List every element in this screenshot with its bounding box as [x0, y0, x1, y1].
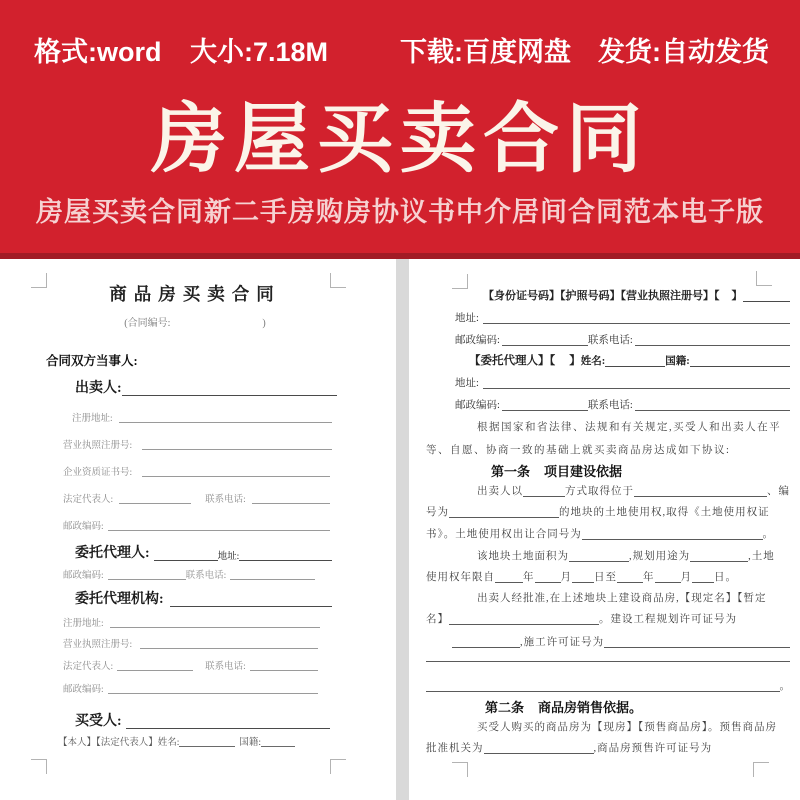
page-corner-mark: [330, 759, 346, 774]
blank-fill-line: [483, 385, 790, 389]
contract-text: 的地块的土地使用权,取得《土地使用权证: [559, 507, 770, 518]
contract-line: [72, 410, 332, 424]
blank-fill-line: [452, 644, 520, 648]
blank-fill-line: [502, 407, 588, 411]
contract-line: [426, 569, 790, 584]
contract-text: 出卖人以: [477, 486, 523, 497]
contract-line: [477, 548, 790, 563]
blank-fill-line: [250, 667, 318, 671]
blank-fill-line: [635, 407, 790, 411]
contract-line: [40, 281, 350, 306]
delivery-label: 发货:自动发货: [598, 37, 769, 67]
contract-text: 。: [779, 681, 790, 692]
contract-text: 号为: [426, 507, 449, 518]
contract-text: 等、自愿、协商一致的基础上就买卖商品房达成如下协议:: [426, 445, 731, 456]
blank-fill-line: [119, 500, 191, 504]
contract-text: 委托代理机构:: [75, 592, 164, 607]
contract-text: 邮政编码:: [455, 335, 500, 346]
contract-line: [63, 464, 330, 478]
blank-fill-line: [604, 644, 790, 648]
contract-line: [63, 658, 318, 672]
blank-fill-line: [126, 725, 330, 729]
contract-text: 营业执照注册号:: [63, 441, 133, 451]
contract-line: [477, 419, 781, 434]
contract-text: 【身份证号码】【护照号码】【营业执照注册号】【: [483, 290, 720, 302]
blank-fill-line: [449, 514, 559, 518]
contract-text: 邮政编码:: [63, 685, 104, 695]
blank-fill-line: [690, 363, 790, 367]
contract-line: [63, 681, 318, 695]
contract-text: 买受人:: [75, 714, 122, 729]
blank-fill-line: [523, 493, 565, 497]
contract-line: [477, 590, 767, 605]
contract-line: [75, 542, 332, 562]
promo-banner: [0, 0, 800, 259]
blank-fill-line: [569, 558, 629, 562]
contract-line: [426, 504, 790, 519]
blank-fill-line: [108, 527, 330, 531]
download-label: 下载:百度网盘: [400, 37, 571, 67]
blank-fill-line: [692, 579, 714, 583]
contract-line: [75, 588, 332, 608]
contract-line: [40, 314, 350, 329]
blank-fill-line: [743, 298, 791, 302]
contract-text: 根据国家和省法律、法规和有关规定,买受人和出卖人在平: [477, 422, 782, 433]
contract-text: 月: [560, 572, 572, 583]
contract-text: 注册地址:: [63, 619, 104, 629]
contract-text: 日至: [594, 572, 617, 583]
contract-text: (合同编号:: [124, 318, 171, 329]
contract-line: [63, 567, 315, 581]
contract-line: [426, 678, 790, 693]
contract-text: 联系电话:: [205, 495, 246, 505]
blank-fill-line: [142, 473, 330, 477]
blank-fill-line: [426, 658, 790, 662]
contract-line: [477, 719, 777, 734]
contract-text: 年: [523, 572, 535, 583]
blank-fill-line: [449, 621, 599, 625]
contract-text: ,施工许可证号为: [520, 637, 605, 648]
blank-fill-line: [140, 645, 318, 649]
contract-text: 地址:: [217, 552, 240, 562]
page-corner-mark: [452, 274, 468, 289]
contract-text: 注册地址:: [72, 414, 113, 424]
contract-text: 邮政编码:: [455, 400, 500, 411]
size-label: 大小:7.18M: [190, 37, 329, 67]
contract-text: 联系电话:: [205, 662, 246, 672]
blank-fill-line: [239, 557, 332, 561]
contract-text: 。建设工程规划许可证号为: [599, 614, 737, 625]
blank-fill-line: [122, 392, 337, 396]
contract-line: [485, 697, 642, 716]
contract-text: 国籍:: [665, 356, 690, 367]
contract-line: [426, 740, 790, 755]
contract-text: 商品房销售依据。: [538, 700, 643, 715]
contract-line: [58, 734, 328, 748]
contract-text: 出卖人:: [75, 381, 122, 396]
blank-fill-line: [108, 690, 318, 694]
contract-line: [75, 710, 330, 730]
blank-fill-line: [495, 579, 523, 583]
contract-text: 联系电话:: [587, 400, 633, 411]
contract-text: 法定代表人:: [63, 662, 114, 672]
contract-text: 邮政编码:: [63, 571, 104, 581]
contract-text: 第二条: [485, 700, 525, 715]
contract-line: [469, 352, 790, 368]
contract-line: [426, 658, 790, 663]
blank-fill-line: [179, 743, 235, 747]
blank-fill-line: [617, 579, 643, 583]
contract-text: 商品房买卖合同: [109, 284, 281, 304]
blank-fill-line: [170, 603, 332, 607]
blank-fill-line: [426, 688, 780, 692]
contract-text: 【本人】【法定代表人】姓名:: [58, 738, 180, 748]
contract-line: [46, 351, 138, 369]
contract-text: 委托代理人:: [75, 546, 150, 561]
contract-text: 法定代表人:: [63, 495, 114, 505]
format-label: 格式:word: [34, 37, 162, 67]
contract-text: 方式取得位于: [565, 486, 634, 497]
contract-text: 】: [731, 290, 743, 302]
blank-fill-line: [142, 446, 332, 450]
page-corner-mark: [31, 759, 47, 774]
contract-line: [75, 377, 337, 397]
blank-fill-line: [110, 624, 320, 628]
blank-fill-line: [535, 579, 561, 583]
contract-page-1: [0, 259, 396, 800]
contract-text: ,商品房预售许可证号为: [593, 743, 713, 754]
contract-text: 日。: [714, 572, 737, 583]
blank-fill-line: [690, 558, 748, 562]
contract-page-2: [409, 259, 800, 800]
contract-line: [455, 397, 790, 412]
blank-fill-line: [261, 743, 295, 747]
page-corner-mark: [753, 762, 769, 777]
contract-text: 出卖人经批准,在上述地块上建设商品房,【现定名】【暂定: [477, 593, 767, 604]
contract-text: 使用权年限自: [426, 572, 495, 583]
contract-line: [63, 491, 330, 505]
blank-fill-line: [572, 579, 594, 583]
contract-text: 合同双方当事人:: [46, 354, 138, 368]
page-gutter-divider: [396, 259, 409, 800]
contract-text: 项目建设依据: [544, 464, 623, 479]
contract-text: 第一条: [491, 464, 531, 479]
page-corner-mark: [756, 271, 772, 286]
contract-line: [477, 483, 790, 498]
contract-line: [63, 636, 318, 650]
contract-line: [63, 615, 320, 629]
contract-text: 该地块土地面积为: [477, 551, 569, 562]
page-corner-mark: [452, 762, 468, 777]
contract-text: 联系电话:: [587, 335, 633, 346]
banner-subtitle: 房屋买卖合同新二手房购房协议书中介居间合同范本电子版: [36, 197, 764, 227]
contract-text: 邮政编码:: [63, 522, 104, 532]
contract-line: [483, 287, 790, 303]
contract-text: 、编: [767, 486, 790, 497]
contract-line: [426, 634, 790, 649]
contract-text: 买受人购买的商品房为【现房】【预售商品房】。预售商品房: [477, 722, 777, 733]
contract-text: ,规划用途为: [629, 551, 691, 562]
contract-text: 年: [643, 572, 655, 583]
contract-text: 名】: [426, 614, 449, 625]
blank-fill-line: [634, 493, 767, 497]
contract-line: [491, 461, 622, 480]
blank-fill-line: [108, 576, 186, 580]
contract-text: 【委托代理人】【: [469, 355, 556, 367]
contract-text: 。: [762, 529, 774, 540]
contract-text: 批准机关为: [426, 743, 484, 754]
contract-text: 企业资质证书号:: [63, 468, 133, 478]
contract-text: ,土地: [748, 551, 775, 562]
contract-line: [455, 375, 790, 390]
blank-fill-line: [252, 500, 330, 504]
blank-fill-line: [582, 536, 763, 540]
contract-line: [455, 310, 790, 325]
contract-text: 地址:: [455, 313, 479, 324]
blank-fill-line: [483, 320, 790, 324]
contract-text: 姓名:: [580, 356, 606, 367]
blank-fill-line: [605, 363, 665, 367]
contract-text: 联系电话:: [185, 571, 227, 581]
contract-text: 月: [680, 572, 692, 583]
blank-fill-line: [154, 557, 218, 561]
contract-text: 】: [569, 355, 581, 367]
blank-fill-line: [119, 419, 332, 423]
contract-line: [426, 526, 774, 541]
document-preview-area: [0, 259, 800, 800]
contract-line: [455, 332, 790, 347]
contract-text: 书》。土地使用权出让合同号为: [426, 529, 582, 540]
contract-line: [426, 611, 790, 626]
contract-line: [63, 437, 332, 451]
contract-text: 营业执照注册号:: [63, 640, 133, 650]
blank-fill-line: [635, 342, 790, 346]
contract-text: ): [262, 318, 266, 329]
contract-text: 地址:: [455, 378, 479, 389]
contract-line: [63, 518, 330, 532]
blank-fill-line: [230, 576, 315, 580]
contract-text: 国籍:: [239, 738, 262, 748]
blank-fill-line: [502, 342, 588, 346]
contract-line: [426, 442, 730, 457]
blank-fill-line: [484, 750, 594, 754]
blank-fill-line: [117, 667, 193, 671]
blank-fill-line: [655, 579, 681, 583]
banner-title: 房屋买卖合同: [151, 97, 649, 182]
